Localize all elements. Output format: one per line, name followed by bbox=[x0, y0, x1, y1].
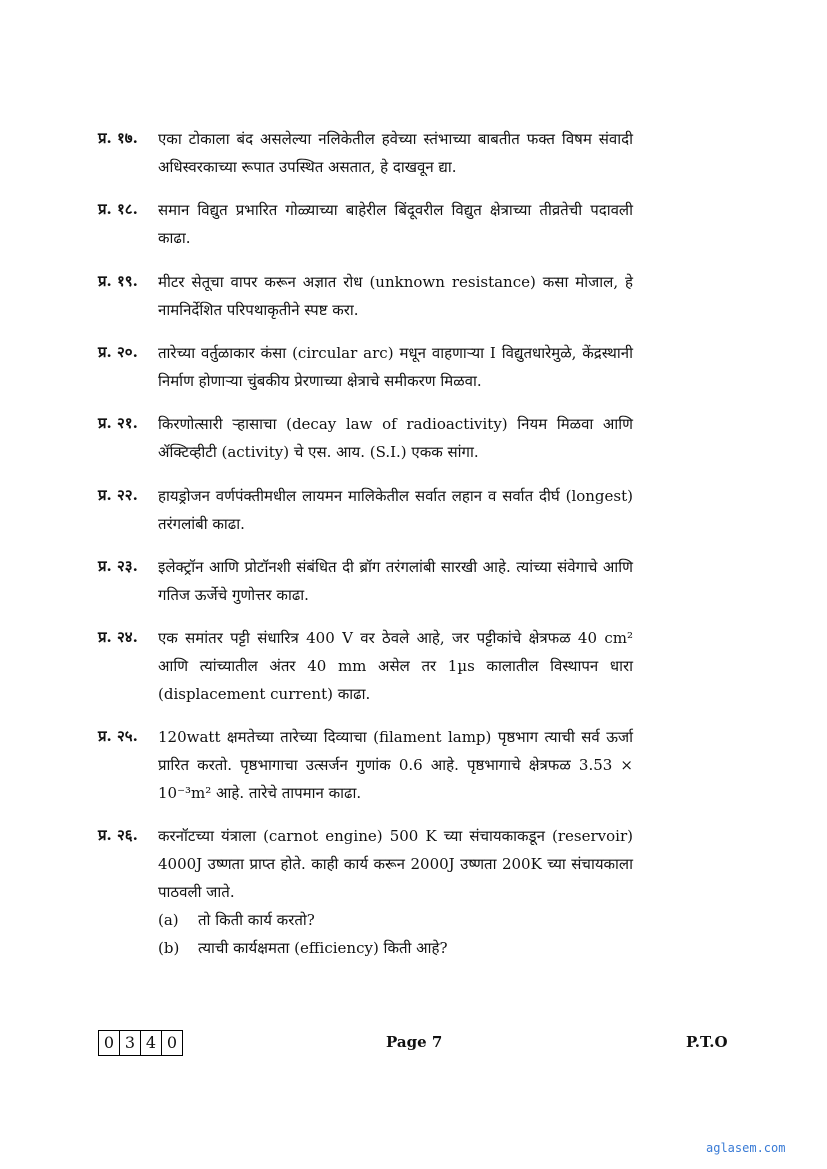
question-text: मीटर सेतूचा वापर करून अज्ञात रोध (unknown resistance) कसा मोजाल, हे नामनिर्देशित परिपथाकृतीने स्पष्ट करा. bbox=[158, 273, 633, 319]
question-18 bbox=[98, 196, 633, 252]
question-20 bbox=[98, 339, 633, 395]
subpart-a bbox=[158, 906, 633, 934]
question-number: प्र. १९. bbox=[98, 272, 138, 290]
paper-code-box bbox=[98, 1030, 183, 1056]
subpart-text: त्याची कार्यक्षमता (efficiency) किती आहे? bbox=[198, 939, 448, 957]
question-text: इलेक्ट्रॉन आणि प्रोटॉनशी संबंधित दी ब्रॉग तरंगलांबी सारखी आहे. त्यांच्या संवेगाचे आणि गतिज ऊर्जेचे गुणोत्तर काढा. bbox=[158, 558, 633, 604]
question-number: प्र. २४. bbox=[98, 628, 138, 646]
question-25 bbox=[98, 723, 633, 807]
question-number: प्र. २०. bbox=[98, 343, 138, 361]
pto-label: P.T.O bbox=[686, 1033, 728, 1051]
question-number: प्र. २१. bbox=[98, 414, 138, 432]
subpart-text: तो किती कार्य करतो? bbox=[198, 911, 315, 929]
question-22 bbox=[98, 482, 633, 538]
subpart-label: (b) bbox=[158, 939, 180, 957]
question-number: प्र. १८. bbox=[98, 200, 138, 218]
code-digit: 4 bbox=[141, 1031, 162, 1055]
page-number: Page 7 bbox=[386, 1033, 443, 1051]
code-digit: 0 bbox=[166, 1033, 178, 1052]
subpart-b bbox=[158, 934, 633, 962]
question-text: 120watt क्षमतेच्या तारेच्या दिव्याचा (filament lamp) पृष्ठभाग त्याची सर्व ऊर्जा प्रारित करतो. पृष्ठभागाचा उत्सर्जन गुणांक 0.6 आहे. पृष्ठभागाचे क्षेत्रफळ 3.53 × 10⁻³m² आहे. तारेचे तापमान काढा. bbox=[158, 728, 633, 802]
question-number: प्र. २६. bbox=[98, 826, 138, 844]
code-digit: 3 bbox=[120, 1031, 141, 1055]
question-number: प्र. २२. bbox=[98, 486, 138, 504]
question-text: एक समांतर पट्टी संधारित्र 400 V वर ठेवले आहे, जर पट्टीकांचे क्षेत्रफळ 40 cm² आणि त्यांच्यातील अंतर 40 mm असेल तर 1µs कालातील विस्थापन धारा (displacement current) काढा. bbox=[158, 629, 633, 703]
code-digit: 0 bbox=[99, 1031, 120, 1055]
subpart-label: (a) bbox=[158, 911, 179, 929]
question-text: तारेच्या वर्तुळाकार कंसा (circular arc) मधून वाहणाऱ्या I विद्युतधारेमुळे, केंद्रस्थानी निर्माण होणाऱ्या चुंबकीय प्रेरणाच्या क्षेत्राचे समीकरण मिळवा. bbox=[158, 344, 633, 390]
question-text: एका टोकाला बंद असलेल्या नलिकेतील हवेच्या स्तंभाच्या बाबतीत फक्त विषम संवादी अधिस्वरकाच्या रूपात उपस्थित असतात, हे दाखवून द्या. bbox=[158, 130, 633, 176]
question-text: किरणोत्सारी ऱ्हासाचा (decay law of radioactivity) नियम मिळवा आणि ॲक्टिव्हीटी (activity) चे एस. आय. (S.I.) एकक सांगा. bbox=[158, 415, 633, 461]
question-number: प्र. १७. bbox=[98, 129, 138, 147]
question-number: प्र. २५. bbox=[98, 727, 138, 745]
watermark: aglasem.com bbox=[706, 1141, 786, 1155]
question-text: हायड्रोजन वर्णपंक्तीमधील लायमन मालिकेतील सर्वात लहान व सर्वात दीर्घ (longest) तरंगलांबी काढा. bbox=[158, 487, 633, 533]
question-text: समान विद्युत प्रभारित गोळ्याच्या बाहेरील बिंदूवरील विद्युत क्षेत्राच्या तीव्रतेची पदावली काढा. bbox=[158, 201, 633, 247]
question-19 bbox=[98, 268, 633, 324]
question-number: प्र. २३. bbox=[98, 557, 138, 575]
question-text: करनॉटच्या यंत्राला (carnot engine) 500 K च्या संचायकाकडून (reservoir) 4000J उष्णता प्राप्त होते. काही कार्य करून 2000J उष्णता 200K च्या संचायकाला पाठवली जाते. bbox=[158, 827, 633, 901]
question-24 bbox=[98, 624, 633, 708]
question-26 bbox=[98, 822, 633, 962]
question-23 bbox=[98, 553, 633, 609]
question-21 bbox=[98, 410, 633, 466]
question-17 bbox=[98, 125, 633, 181]
